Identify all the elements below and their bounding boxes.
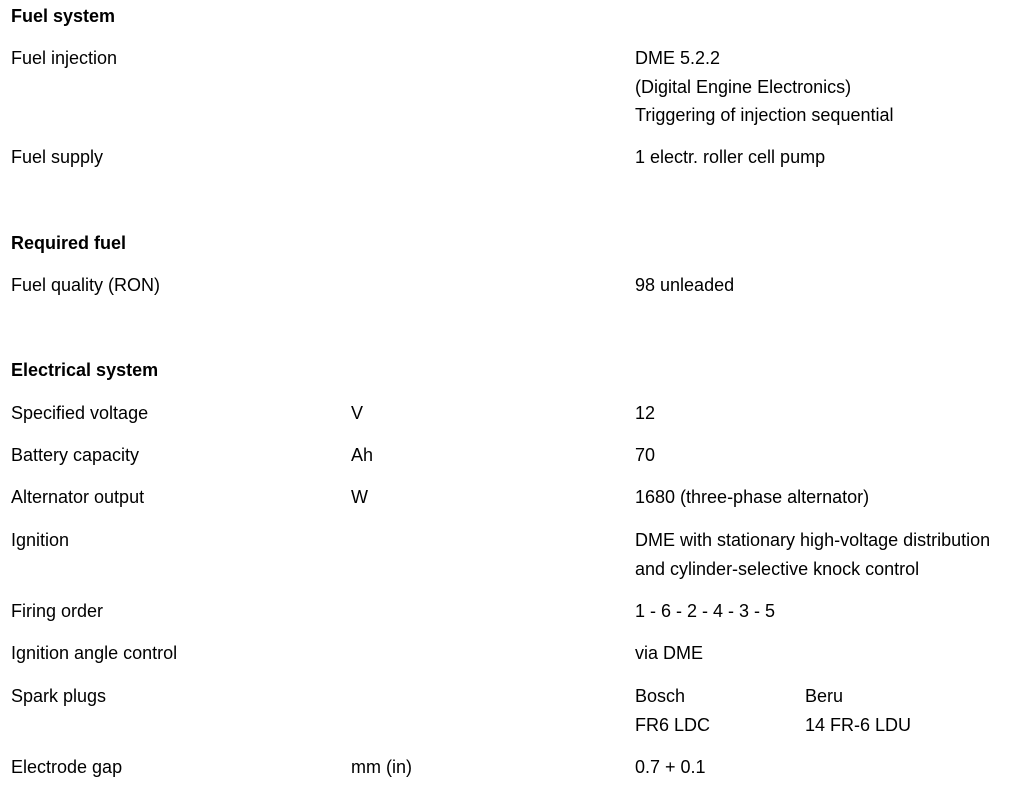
label-specified-voltage: Specified voltage bbox=[11, 403, 149, 423]
value-fuel-injection-line-3: Triggering of injection sequential bbox=[635, 105, 894, 125]
value-ignition-line-2: and cylinder-selective knock control bbox=[635, 559, 920, 579]
value-fuel-supply: 1 electr. roller cell pump bbox=[635, 147, 826, 167]
value-electrode-gap: 0.7 + 0.1 bbox=[635, 757, 706, 777]
spark-plug-bosch-brand: Bosch bbox=[635, 686, 686, 706]
value-firing-order: 1 - 6 - 2 - 4 - 3 - 5 bbox=[635, 601, 776, 621]
label-fuel-injection: Fuel injection bbox=[11, 48, 118, 68]
value-ignition-line-1: DME with stationary high-voltage distribution bbox=[635, 530, 991, 550]
value-alternator-output: 1680 (three-phase alternator) bbox=[635, 487, 870, 507]
label-fuel-quality: Fuel quality (RON) bbox=[11, 275, 161, 295]
label-ignition: Ignition bbox=[11, 530, 70, 550]
label-electrode-gap: Electrode gap bbox=[11, 757, 123, 777]
label-alternator-output: Alternator output bbox=[11, 487, 145, 507]
value-specified-voltage: 12 bbox=[635, 403, 656, 423]
spark-plug-beru-model: 14 FR-6 LDU bbox=[805, 715, 912, 735]
label-battery-capacity: Battery capacity bbox=[11, 445, 140, 465]
section-heading-electrical-system: Electrical system bbox=[11, 360, 159, 380]
value-fuel-injection-line-2: (Digital Engine Electronics) bbox=[635, 77, 852, 97]
value-fuel-injection-line-1: DME 5.2.2 bbox=[635, 48, 721, 68]
value-battery-capacity: 70 bbox=[635, 445, 656, 465]
label-spark-plugs: Spark plugs bbox=[11, 686, 107, 706]
label-fuel-supply: Fuel supply bbox=[11, 147, 104, 167]
spark-plug-beru-brand: Beru bbox=[805, 686, 844, 706]
section-heading-fuel-system: Fuel system bbox=[11, 6, 116, 26]
value-fuel-quality: 98 unleaded bbox=[635, 275, 735, 295]
unit-electrode-gap: mm (in) bbox=[351, 757, 412, 777]
spark-plug-bosch-model: FR6 LDC bbox=[635, 715, 711, 735]
label-ignition-angle-control: Ignition angle control bbox=[11, 643, 178, 663]
value-ignition-angle-control: via DME bbox=[635, 643, 704, 663]
unit-alternator-output: W bbox=[351, 487, 368, 507]
section-heading-required-fuel: Required fuel bbox=[11, 233, 127, 253]
unit-battery-capacity: Ah bbox=[351, 445, 374, 465]
label-firing-order: Firing order bbox=[11, 601, 104, 621]
unit-specified-voltage: V bbox=[351, 403, 364, 423]
